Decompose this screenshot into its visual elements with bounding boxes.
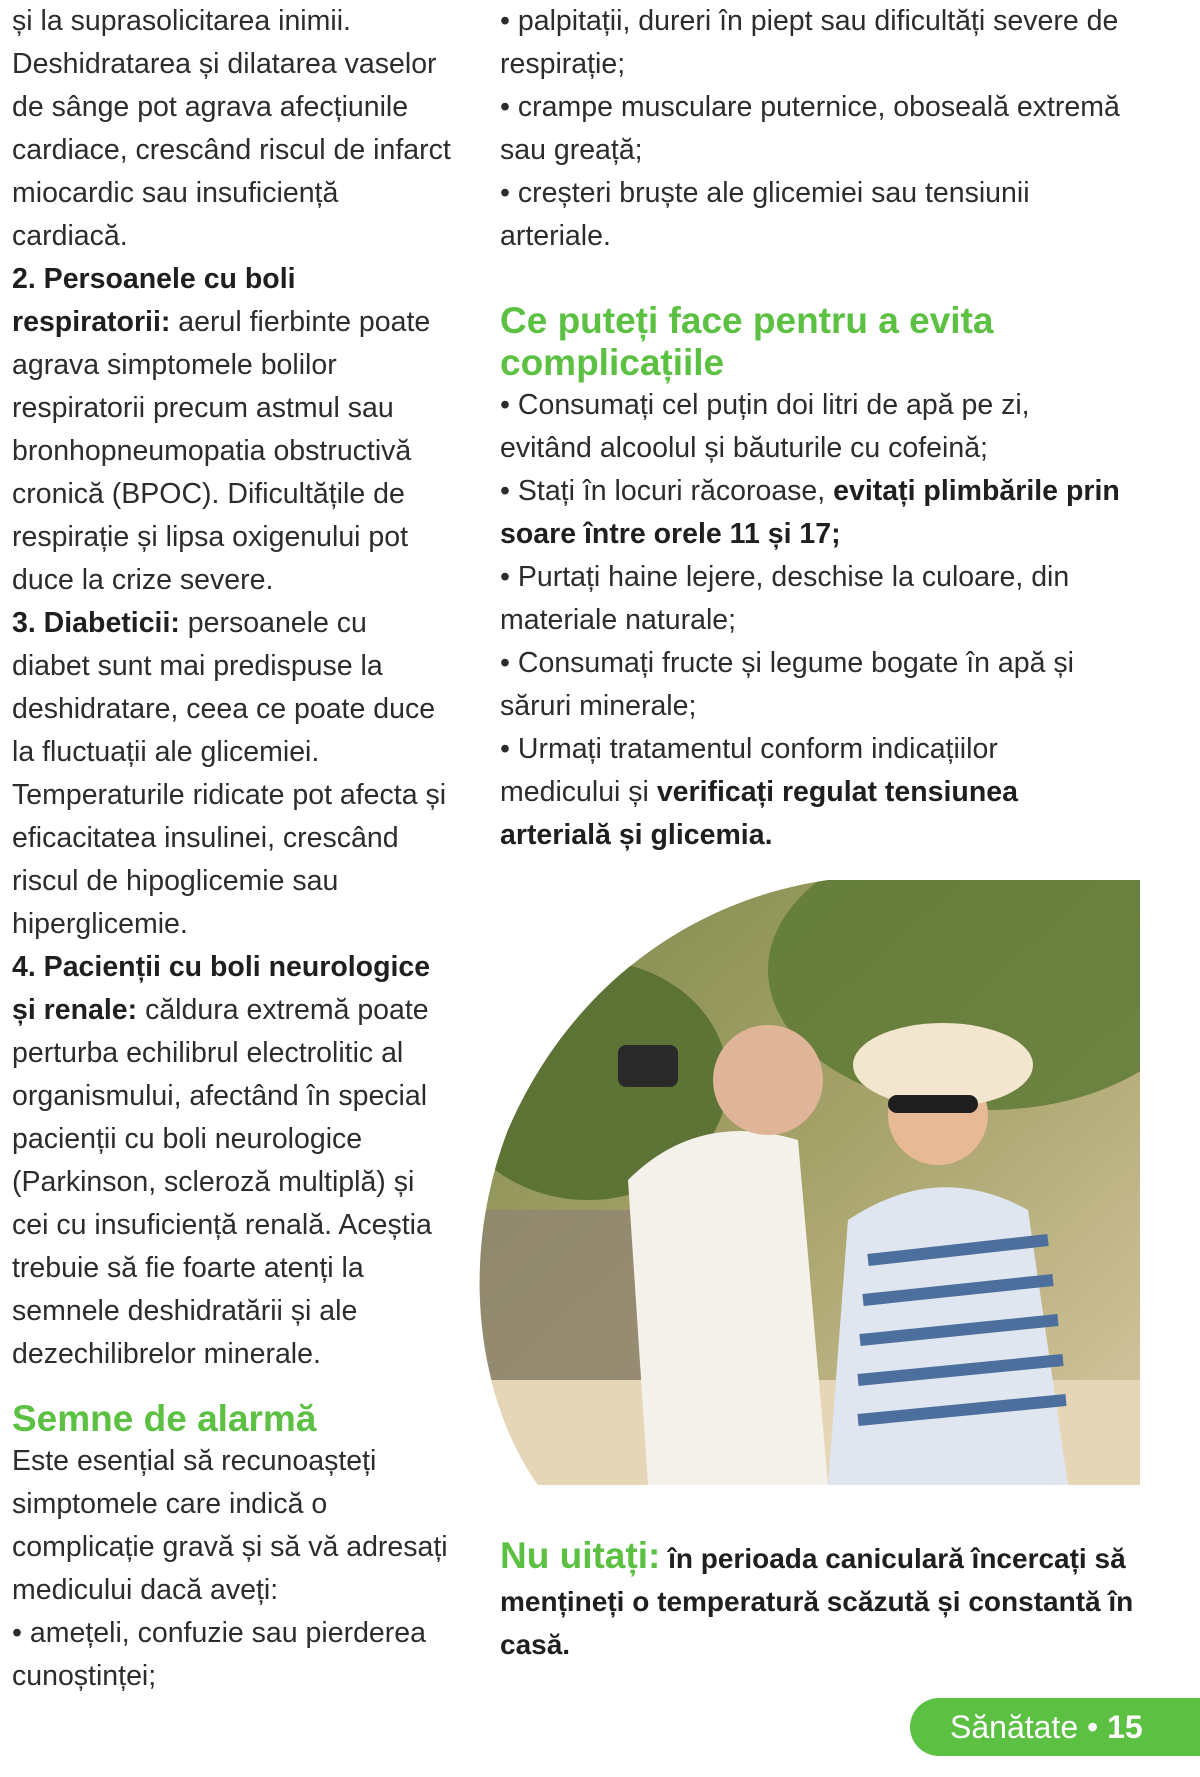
- item-respiratory: [12, 258, 452, 602]
- camera-shape: [618, 1045, 678, 1087]
- tip-fruits: • Consumați fructe și legume bogate în apă și săruri minerale;: [500, 647, 1074, 722]
- man-shirt-shape: [628, 1131, 828, 1485]
- alarm-bullet-palpitations: • palpitații, dureri în piept sau dificultăți severe de respirație;: [500, 5, 1119, 80]
- photo-senior-couple: [468, 880, 1140, 1485]
- intro-paragraph: și la suprasolicitarea inimii. Deshidratarea și dilatarea vaselor de sânge pot agrava afecțiunile cardiace, crescând riscul de infarct miocardic sau insuficiență cardiacă.: [12, 5, 451, 252]
- alarm-heading: Semne de alarmă: [12, 1398, 317, 1439]
- tip-hydration: • Consumați cel puțin doi litri de apă pe zi, evitând alcoolul și băuturile cu cofeină;: [500, 389, 1030, 464]
- page-number: 15: [1107, 1709, 1143, 1745]
- woman-hat-shape: [853, 1023, 1033, 1107]
- footer-separator: •: [1087, 1709, 1099, 1745]
- tip-treatment-text: • Urmați tratamentul conform indicațiilor medicului și: [500, 733, 998, 808]
- tip-cool-places-bold: evitați plimbările prin soare între orele 11 și 17;: [500, 475, 1120, 550]
- alarm-bullet-glycemia: • creșteri bruște ale glicemiei sau tensiunii arteriale.: [500, 177, 1030, 252]
- item-diabetics-text: persoanele cu diabet sunt mai predispuse la deshidratare, ceea ce poate duce la fluctuații ale glicemiei. Temperaturile ridicate pot afecta și eficacitatea insulinei, crescând riscul de hipoglicemie sau hiperglicemie.: [12, 607, 447, 940]
- right-column: [500, 0, 1120, 857]
- item-neuro-renal-text: căldura extremă poate perturba echilibrul electrolitic al organismului, afectând în special pacienții cu boli neurologice (Parkinson, scleroză multiplă) și cei cu insuficiență renală. Aceștia trebuie să fie foarte atenți la semnele deshidratării și ale dezechilibrelor minerale.: [12, 994, 432, 1370]
- section-name: Sănătate: [950, 1709, 1079, 1745]
- item-neuro-renal: [12, 946, 452, 1376]
- reminder-note: [500, 1534, 1140, 1666]
- tip-treatment: [500, 728, 1120, 857]
- alarm-bullet-cramps: • crampe musculare puternice, oboseală extremă sau greață;: [500, 91, 1120, 166]
- tip-treatment-bold: verificați regulat tensiunea arterială și glicemia.: [500, 776, 1018, 851]
- left-column: [12, 0, 452, 1698]
- item-respiratory-text: aerul fierbinte poate agrava simptomele bolilor respiratorii precum astmul sau bronhopneumopatia obstructivă cronică (BPOC). Dificultățile de respirație și lipsa oxigenului pot duce la crize severe.: [12, 306, 431, 596]
- reminder-text: în perioada caniculară încercați să mențineți o temperatură scăzută și constantă în casă.: [500, 1543, 1134, 1660]
- item-diabetics-title: 3. Diabeticii:: [12, 607, 180, 639]
- page-footer-tab: [910, 1698, 1200, 1756]
- item-respiratory-title: 2. Persoanele cu boli respiratorii:: [12, 263, 296, 338]
- item-diabetics: [12, 602, 452, 946]
- tip-clothing: • Purtați haine lejere, deschise la culoare, din materiale naturale;: [500, 561, 1070, 636]
- reminder-lead: Nu uitați:: [500, 1535, 661, 1576]
- tip-cool-places: [500, 470, 1120, 556]
- tip-cool-places-text: • Stați în locuri răcoroase,: [500, 475, 834, 507]
- alarm-intro: Este esențial să recunoașteți simptomele care indică o complicație gravă și să vă adresați medicului dacă aveți:: [12, 1445, 448, 1606]
- item-neuro-renal-title: 4. Pacienții cu boli neurologice și renale:: [12, 951, 431, 1026]
- alarm-bullet-dizziness: • amețeli, confuzie sau pierderea cunoștinței;: [12, 1617, 426, 1692]
- man-head-shape: [713, 1025, 823, 1135]
- prevention-heading: Ce puteți face pentru a evita complicațiile: [500, 300, 994, 383]
